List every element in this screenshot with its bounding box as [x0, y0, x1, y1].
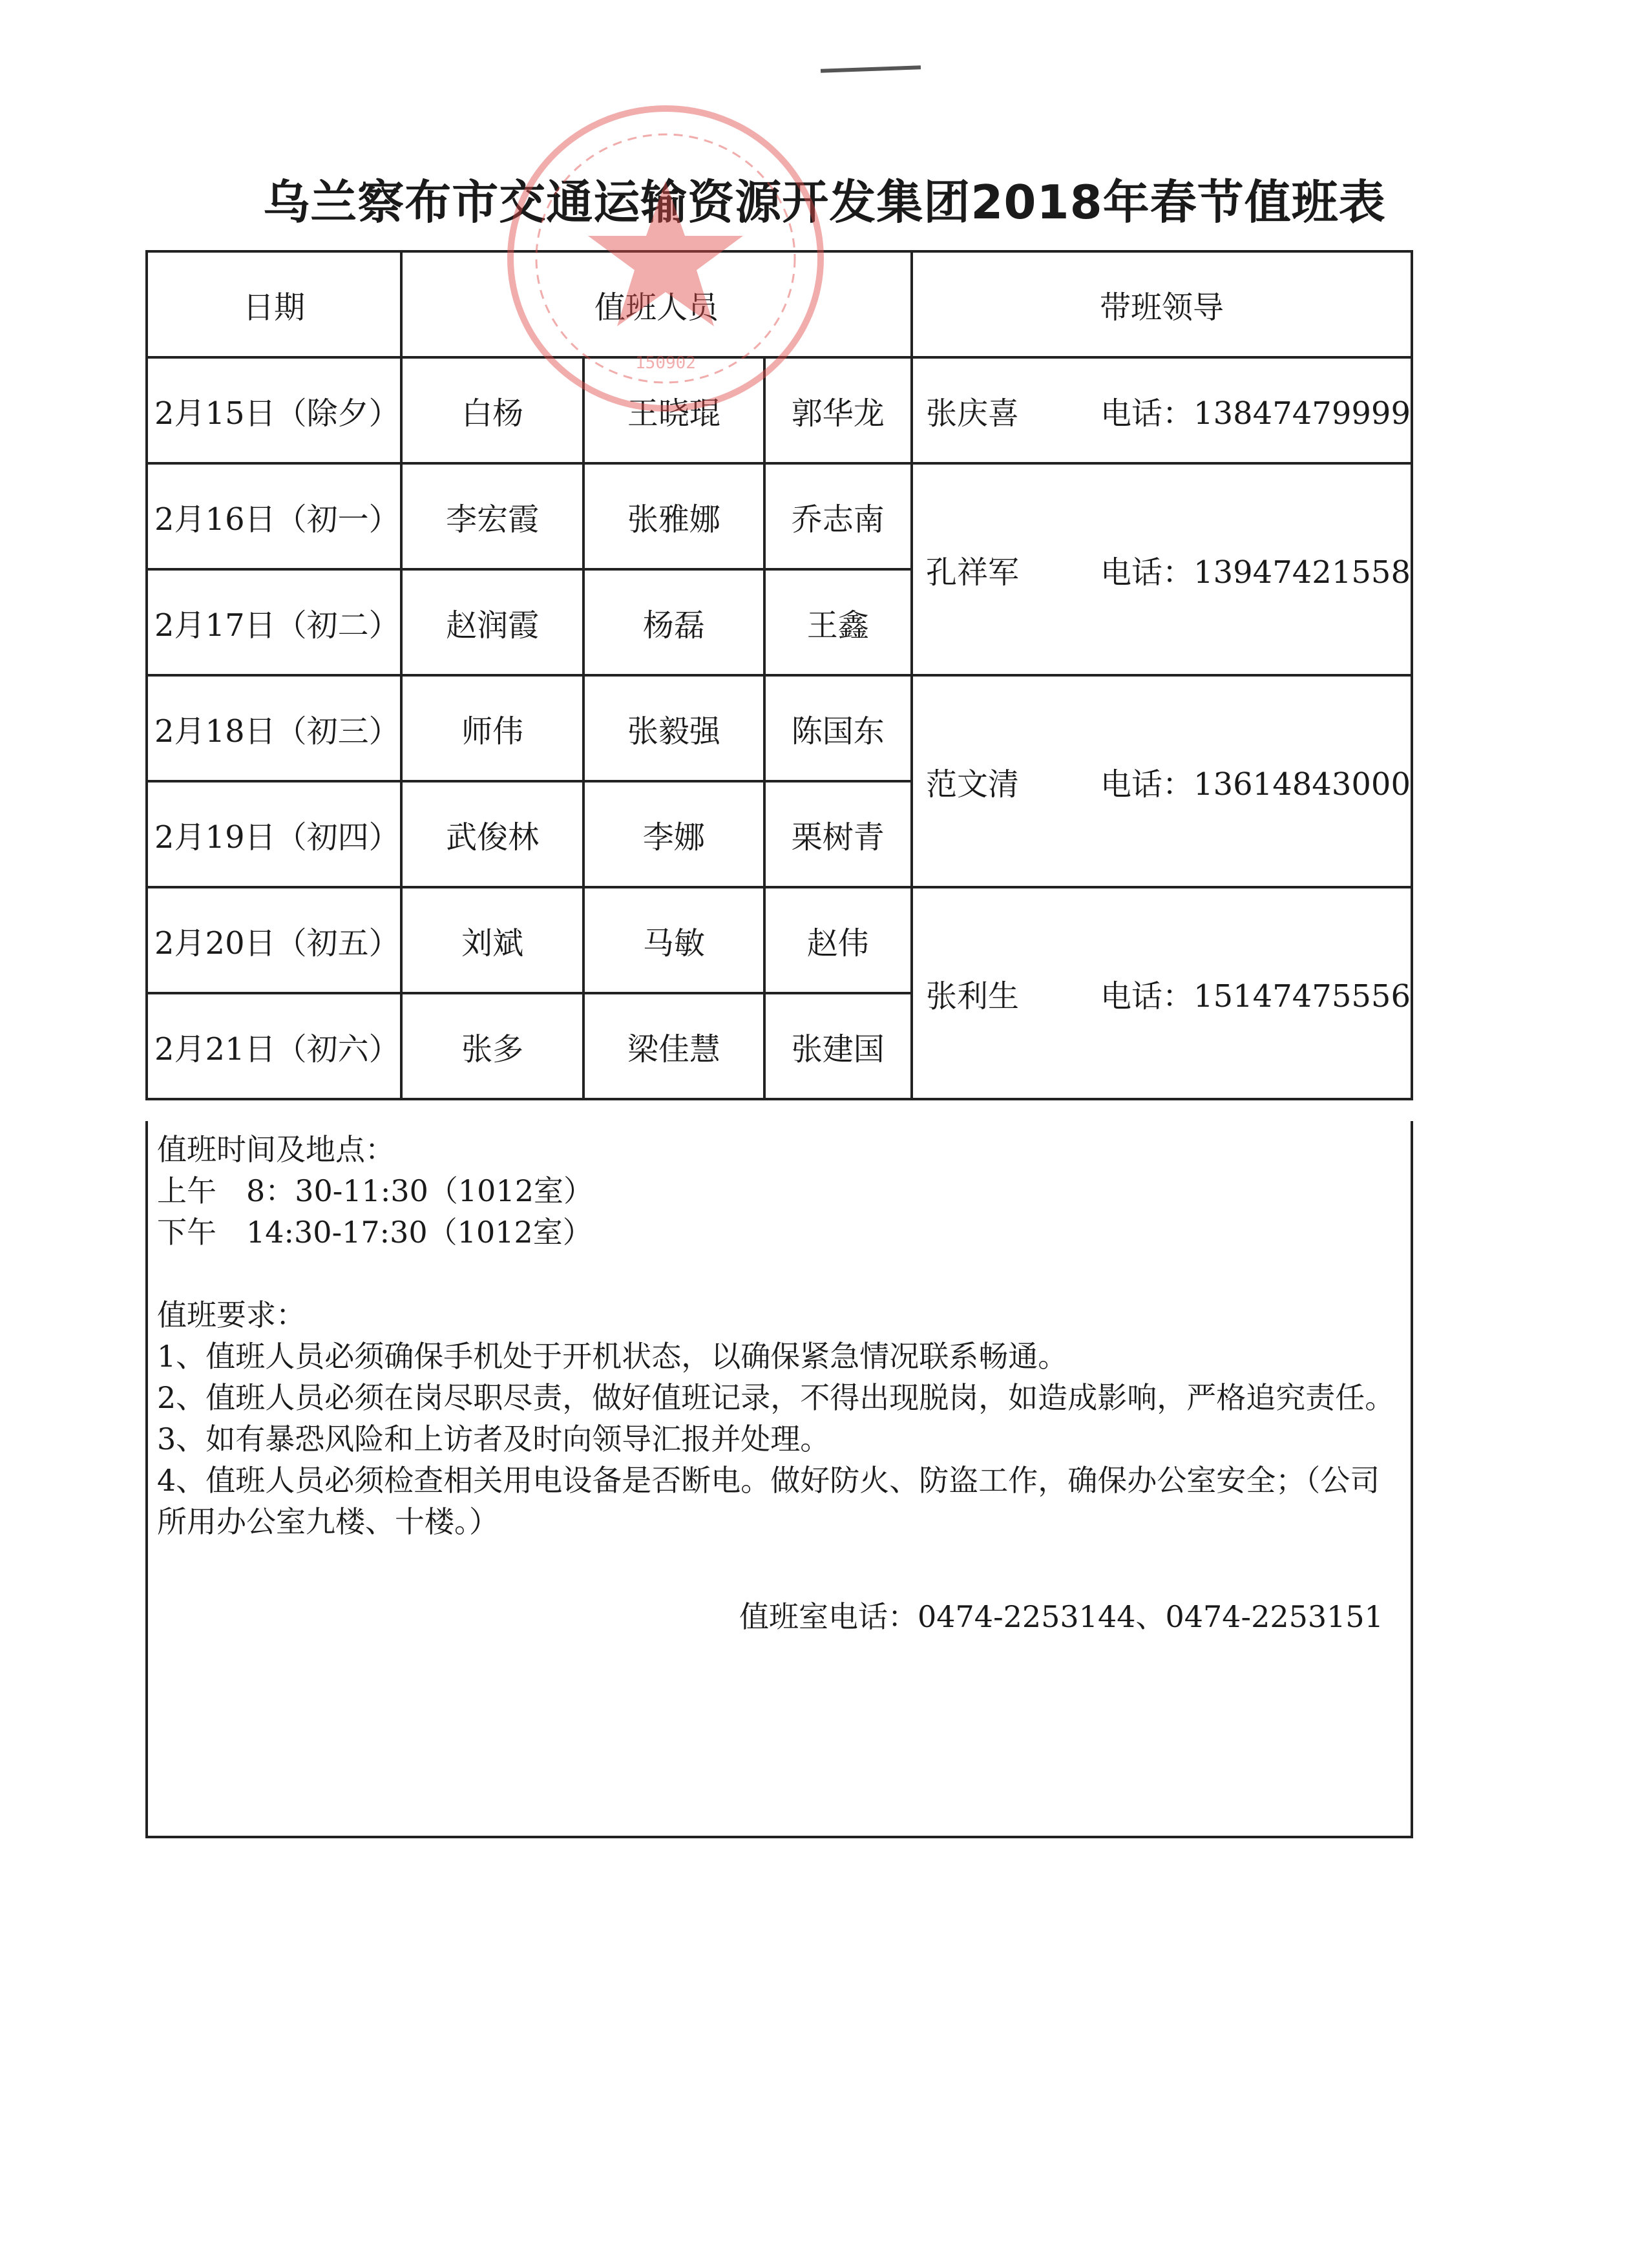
staff-cell: 刘斌 — [401, 887, 583, 993]
header-staff: 值班人员 — [401, 251, 912, 357]
staff-cell: 武俊林 — [401, 781, 583, 887]
staff-cell: 李宏霞 — [401, 463, 583, 569]
staff-cell: 张雅娜 — [583, 463, 764, 569]
notes-section — [145, 1121, 1413, 1838]
requirement-4: 4、值班人员必须检查相关用电设备是否断电。做好防火、防盗工作，确保办公室安全；（公司所用办公室九楼、十楼。） — [157, 1463, 1380, 1539]
leader-name: 张利生 — [926, 978, 1020, 1014]
leader-cell — [912, 463, 1412, 675]
page-title: 乌兰察布市交通运输资源开发集团2018年春节值班表 — [263, 175, 1386, 229]
staff-cell: 王晓琨 — [583, 357, 764, 463]
leader-cell — [912, 675, 1412, 887]
date-cell: 2月20日（初五） — [147, 887, 401, 993]
date-cell: 2月21日（初六） — [147, 993, 401, 1099]
stamp-code: 150902 — [635, 353, 696, 373]
date-cell: 2月17日（初二） — [147, 569, 401, 675]
requirement-2: 2、值班人员必须在岗尽职尽责，做好值班记录，不得出现脱岗，如造成影响，严格追究责任。 — [157, 1380, 1395, 1415]
requirement-3: 3、如有暴恐风险和上访者及时向领导汇报并处理。 — [157, 1422, 830, 1456]
date-cell: 2月18日（初三） — [147, 675, 401, 781]
date-cell: 2月15日（除夕） — [147, 357, 401, 463]
staff-cell: 白杨 — [401, 357, 583, 463]
staff-cell: 乔志南 — [764, 463, 912, 569]
phone-label: 电话： — [1100, 395, 1194, 432]
staff-cell: 张毅强 — [583, 675, 764, 781]
requirements-heading: 值班要求： — [157, 1297, 306, 1332]
phone-label: 电话： — [1100, 978, 1194, 1014]
leader-phone: 13614843000 — [1193, 766, 1411, 803]
leader-phone: 13947421558 — [1193, 554, 1411, 591]
duty-room-phone: 值班室电话：0474-2253144、0474-2253151 — [739, 1599, 1383, 1634]
time-heading: 值班时间及地点： — [157, 1132, 395, 1167]
staff-cell: 郭华龙 — [764, 357, 912, 463]
leader-cell — [912, 887, 1412, 1099]
leader-phone: 15147475556 — [1193, 978, 1411, 1014]
staff-cell: 师伟 — [401, 675, 583, 781]
staff-cell: 马敏 — [583, 887, 764, 993]
leader-name: 范文清 — [926, 766, 1020, 803]
staff-cell: 李娜 — [583, 781, 764, 887]
header-row — [147, 251, 1412, 357]
table-row — [147, 887, 1412, 993]
phone-label: 电话： — [1100, 766, 1194, 803]
duty-table — [145, 250, 1413, 1100]
afternoon-time: 下午 14:30-17:30（1012室） — [157, 1215, 593, 1250]
leader-cell — [912, 357, 1412, 463]
morning-time: 上午 8：30-11:30（1012室） — [157, 1173, 593, 1208]
header-leader: 带班领导 — [912, 251, 1412, 357]
staff-cell: 栗树青 — [764, 781, 912, 887]
table-row — [147, 357, 1412, 463]
staff-cell: 张建国 — [764, 993, 912, 1099]
table-row — [147, 463, 1412, 569]
staff-cell: 王鑫 — [764, 569, 912, 675]
leader-name: 张庆喜 — [926, 395, 1020, 432]
staff-cell: 赵伟 — [764, 887, 912, 993]
phone-label: 电话： — [1100, 554, 1194, 591]
leader-phone: 13847479999 — [1193, 395, 1411, 432]
scan-mark — [821, 65, 921, 72]
requirement-1: 1、值班人员必须确保手机处于开机状态，以确保紧急情况联系畅通。 — [157, 1339, 1068, 1374]
staff-cell: 陈国东 — [764, 675, 912, 781]
leader-name: 孔祥军 — [926, 554, 1020, 591]
staff-cell: 杨磊 — [583, 569, 764, 675]
staff-cell: 赵润霞 — [401, 569, 583, 675]
date-cell: 2月19日（初四） — [147, 781, 401, 887]
table-row — [147, 675, 1412, 781]
header-date: 日期 — [147, 251, 401, 357]
date-cell: 2月16日（初一） — [147, 463, 401, 569]
staff-cell: 梁佳慧 — [583, 993, 764, 1099]
staff-cell: 张多 — [401, 993, 583, 1099]
